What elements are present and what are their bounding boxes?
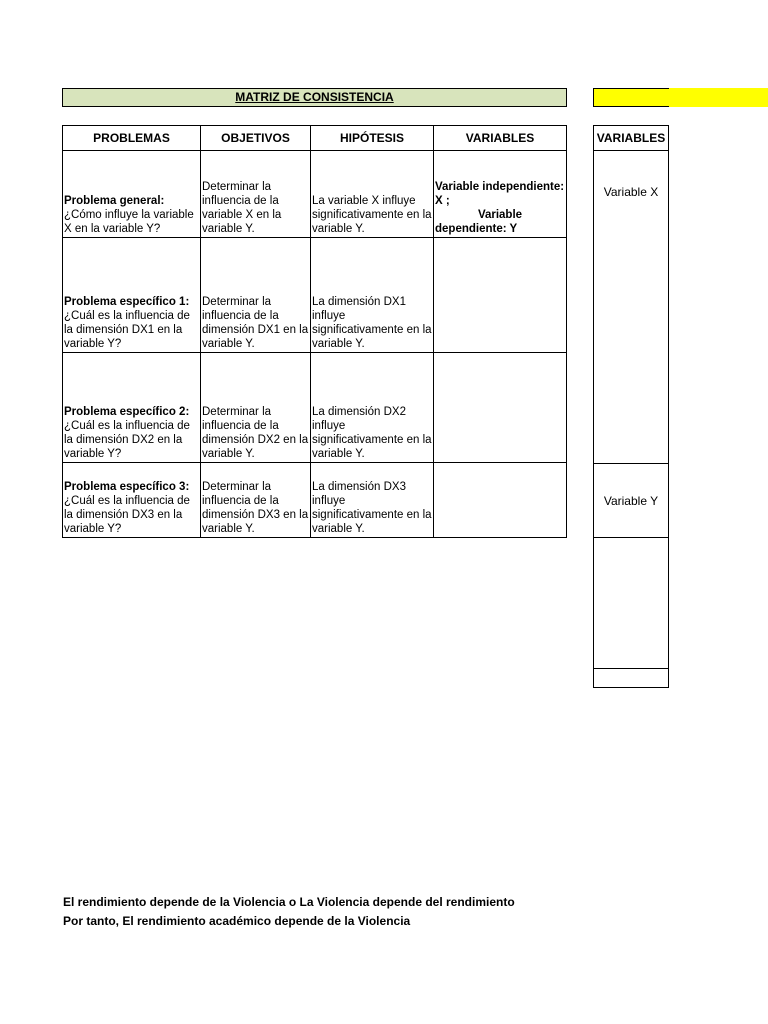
side-variable-y-text: Variable Y [603, 493, 659, 508]
variables-line-1: Variable independiente: X ; [435, 181, 565, 207]
problem-specific-3-head: Problema específico 3: [64, 481, 190, 493]
side-header-variables [593, 125, 669, 151]
objective-specific-2-text: Determinar la influencia de la dimensión DX2 en la variable Y. [202, 406, 309, 460]
cell-variables-specific-3[interactable] [433, 462, 567, 538]
side-variable-x-text: Variable X [603, 185, 659, 199]
cell-objective-specific-3[interactable] [200, 462, 311, 538]
side-cell-empty-1[interactable] [593, 537, 669, 669]
hypothesis-specific-1-text: La dimensión DX1 influye significativamente en la variable Y. [312, 296, 432, 350]
header-hipotesis-label: HIPÓTESIS [339, 131, 404, 145]
matrix-title [62, 88, 567, 107]
side-cell-variable-y[interactable] [593, 463, 669, 538]
hypothesis-general-text: La variable X influye significativamente en la variable Y. [312, 195, 432, 235]
objective-general-text: Determinar la influencia de la variable X en la variable Y. [202, 181, 282, 235]
problem-general-text: ¿Cómo influye la variable X en la variable Y? [64, 209, 194, 235]
header-problemas [62, 125, 201, 151]
hypothesis-specific-3-text: La dimensión DX3 influye significativamente en la variable Y. [312, 481, 432, 535]
variables-line-2: Variable [477, 209, 523, 221]
cell-hypothesis-specific-2[interactable] [310, 352, 434, 463]
header-hipotesis [310, 125, 434, 151]
highlight-cell-right[interactable] [669, 88, 768, 107]
objective-specific-1-text: Determinar la influencia de la dimensión DX1 en la variable Y. [202, 296, 309, 350]
note-line-1: El rendimiento depende de la Violencia o La Violencia depende del rendimiento [63, 895, 515, 909]
cell-variables-specific-1[interactable] [433, 237, 567, 353]
cell-problem-specific-2[interactable] [62, 352, 201, 463]
cell-hypothesis-specific-3[interactable] [310, 462, 434, 538]
problem-specific-2-text: ¿Cuál es la influencia de la dimensión DX2 en la variable Y? [64, 420, 190, 460]
cell-problem-general[interactable] [62, 150, 201, 238]
cell-problem-specific-3[interactable] [62, 462, 201, 538]
objective-specific-3-text: Determinar la influencia de la dimensión DX3 en la variable Y. [202, 481, 309, 535]
header-problemas-label: PROBLEMAS [93, 131, 170, 145]
cell-hypothesis-specific-1[interactable] [310, 237, 434, 353]
note-line-2: Por tanto, El rendimiento académico depende de la Violencia [63, 914, 411, 928]
problem-specific-2-head: Problema específico 2: [64, 406, 190, 418]
cell-problem-specific-1[interactable] [62, 237, 201, 353]
cell-objective-specific-2[interactable] [200, 352, 311, 463]
problem-specific-1-text: ¿Cuál es la influencia de la dimensión DX1 en la variable Y? [64, 310, 190, 350]
header-objetivos [200, 125, 311, 151]
matrix-title-text: MATRIZ DE CONSISTENCIA [235, 90, 394, 104]
cell-objective-general[interactable] [200, 150, 311, 238]
side-header-label: VARIABLES [596, 131, 666, 145]
cell-variables-specific-2[interactable] [433, 352, 567, 463]
problem-specific-1-head: Problema específico 1: [64, 296, 190, 308]
highlight-cell-left[interactable] [593, 88, 669, 107]
header-variables-label: VARIABLES [465, 131, 535, 145]
problem-specific-3-text: ¿Cuál es la influencia de la dimensión DX3 en la variable Y? [64, 495, 190, 535]
header-objetivos-label: OBJETIVOS [221, 131, 290, 145]
hypothesis-specific-2-text: La dimensión DX2 influye significativamente en la variable Y. [312, 406, 432, 460]
cell-objective-specific-1[interactable] [200, 237, 311, 353]
cell-hypothesis-general[interactable] [310, 150, 434, 238]
side-cell-empty-2[interactable] [593, 668, 669, 688]
header-variables [433, 125, 567, 151]
problem-general-head: Problema general: [64, 195, 165, 207]
side-cell-variable-x[interactable] [593, 150, 669, 464]
variables-line-3: dependiente: Y [435, 223, 518, 235]
cell-variables-general[interactable] [433, 150, 567, 238]
